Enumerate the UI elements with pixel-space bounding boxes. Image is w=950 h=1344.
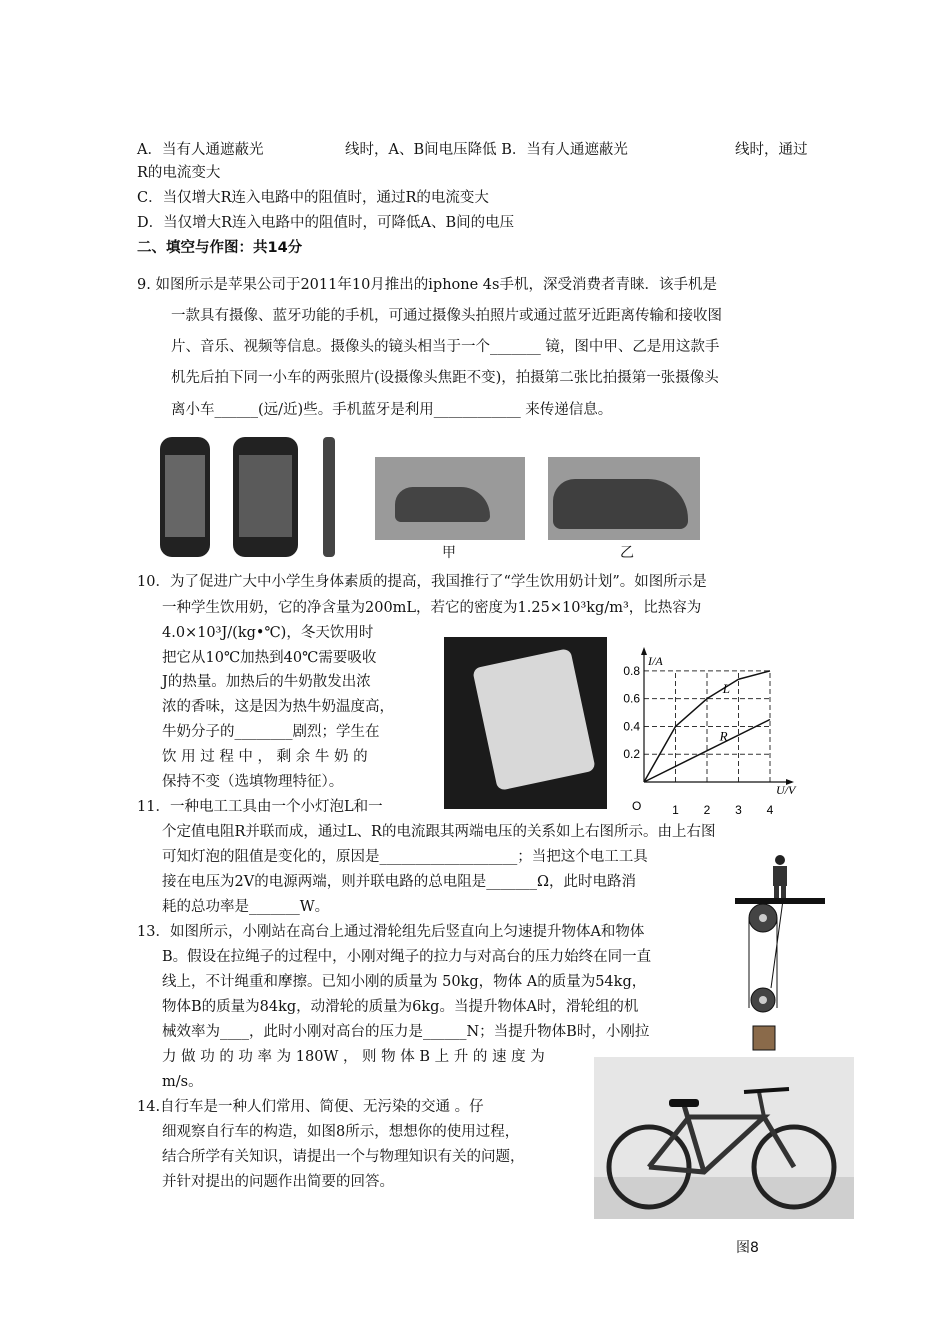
phone-home-image [233,437,298,557]
object-block [753,1026,775,1050]
y-tick-label: 0.4 [623,719,640,734]
q9-line3: 片、音乐、视频等信息。摄像头的镜头相当于一个_______ 镜，图中甲、乙是用这款手 [171,339,720,355]
q11-line2: 个定值电阻R并联而成，通过L、R的电流跟其两端电压的关系如上右图所示。由上右图 [162,824,716,840]
iu-chart [612,640,802,820]
phone-front-image [160,437,210,557]
y-axis-label: I/A [648,654,663,668]
q13-line3: 线上，不计绳重和摩擦。已知小刚的质量为 50kg，物体 A的质量为54kg， [162,974,647,990]
y-tick-label: 0.8 [623,663,640,678]
option-a-cont: 线时，A、B间电压降低 B．当有人通遮蔽光 [345,142,628,158]
option-b-cont: 线时，通过 [735,142,808,158]
q14-line4: 并针对提出的问题作出简要的回答。 [162,1174,394,1190]
q11-line4: 接在电压为2V的电源两端，则并联电路的总电阻是_______Ω，此时电路消 [162,874,636,890]
option-a: A．当有人通遮蔽光 [137,142,264,158]
q13-line6: 力 做 功 的 功 率 为 180W ， 则 物 体 B 上 升 的 速 度 为 [162,1049,545,1065]
q10-line3: 4.0×10³J/(kg•℃)，冬天饮用时 [162,625,374,641]
q13-line5: 械效率为____，此时小刚对高台的压力是______N；当提升物体B时，小刚拉 [162,1024,650,1040]
saddle [669,1099,699,1107]
platform [735,898,825,904]
caption-yi: 乙 [620,545,634,561]
q13-line4: 物体B的质量为84kg，动滑轮的质量为6kg。当提升物体A时，滑轮组的机 [162,999,639,1015]
section-heading: 二、填空与作图：共14分 [137,240,303,256]
q10-line7: 牛奶分子的________剧烈；学生在 [162,724,380,740]
y-tick-label: 0.2 [623,747,640,762]
q13-line7: m/s。 [162,1074,203,1090]
origin-label: O [632,799,642,813]
car-photo-yi [548,457,700,540]
option-b-end: R的电流变大 [137,165,221,181]
phone-side-image [323,437,335,557]
x-tick-label: 2 [703,803,711,817]
q11-line5: 耗的总功率是_______W。 [162,899,330,915]
q10-line8: 饮 用 过 程 中 ， 剩 余 牛 奶 的 [162,749,368,765]
q13-line2: B。假设在拉绳子的过程中，小刚对绳子的拉力与对高台的压力始终在同一直 [162,949,652,965]
option-c: C．当仅增大R连入电路中的阻值时，通过R的电流变大 [137,190,489,206]
y-axis-arrow [641,647,647,655]
person-body [773,866,787,886]
person-head [775,855,785,865]
pulley-system-figure [735,848,825,1058]
q14-line2: 细观察自行车的构造，如图8所示，想想你的使用过程， [162,1124,520,1140]
q9-line1: 9. 如图所示是苹果公司于2011年10月推出的iphone 4s手机，深受消费者青睐．该手机是 [137,277,717,293]
q11-line1: 11．一种电工工具由一个小灯泡L和一 [137,799,383,815]
q14-line1: 14.自行车是一种人们常用、简便、无污染的交通 。仔 [137,1099,484,1115]
q10-line6: 浓的香味，这是因为热牛奶温度高， [162,699,394,715]
x-tick-label: 4 [766,803,774,817]
x-tick-label: 3 [735,803,742,817]
q10-line9: 保持不变（选填物理特征）。 [162,774,344,790]
q10-line5: J的热量。加热后的牛奶散发出浓 [162,674,371,690]
q13-line1: 13．如图所示，小刚站在高台上通过滑轮组先后竖直向上匀速提升物体A和物体 [137,924,645,940]
q9-line5: 离小车______(远/近)些。手机蓝牙是利用____________ 来传递信息。 [171,402,613,418]
q10-line1: 10．为了促进广大中小学生身体素质的提高，我国推行了“学生饮用奶计划”。如图所示是 [137,574,707,590]
x-axis-label: U/V [776,783,796,797]
q10-line2: 一种学生饮用奶，它的净含量为200mL，若它的密度为1.25×10³kg/m³，比热容为 [162,600,702,616]
q10-line4: 把它从10℃加热到40℃需要吸收 [162,650,377,666]
figure-8-label: 图8 [736,1240,759,1256]
bicycle-photo [594,1057,854,1219]
y-tick-label: 0.6 [623,691,640,706]
milk-photo [444,637,607,809]
q11-line3: 可知灯泡的阻值是变化的，原因是___________________；当把这个电工工具 [162,849,648,865]
q9-line2: 一款具有摄像、蓝牙功能的手机，可通过摄像头拍照片或通过蓝牙近距离传输和接收图 [171,308,722,324]
option-d: D．当仅增大R连入电路中的阻值时，可降低A、B间的电压 [137,215,515,231]
caption-jia: 甲 [442,545,456,561]
q9-line4: 机先后拍下同一小车的两张照片(设摄像头焦距不变)，拍摄第二张比拍摄第一张摄像头 [171,370,719,386]
x-tick-label: 1 [672,803,679,817]
series-label-R: R [719,728,728,744]
car-photo-jia [375,457,525,540]
q14-line3: 结合所学有关知识，请提出一个与物理知识有关的问题， [162,1149,525,1165]
series-label-L: L [722,681,730,697]
